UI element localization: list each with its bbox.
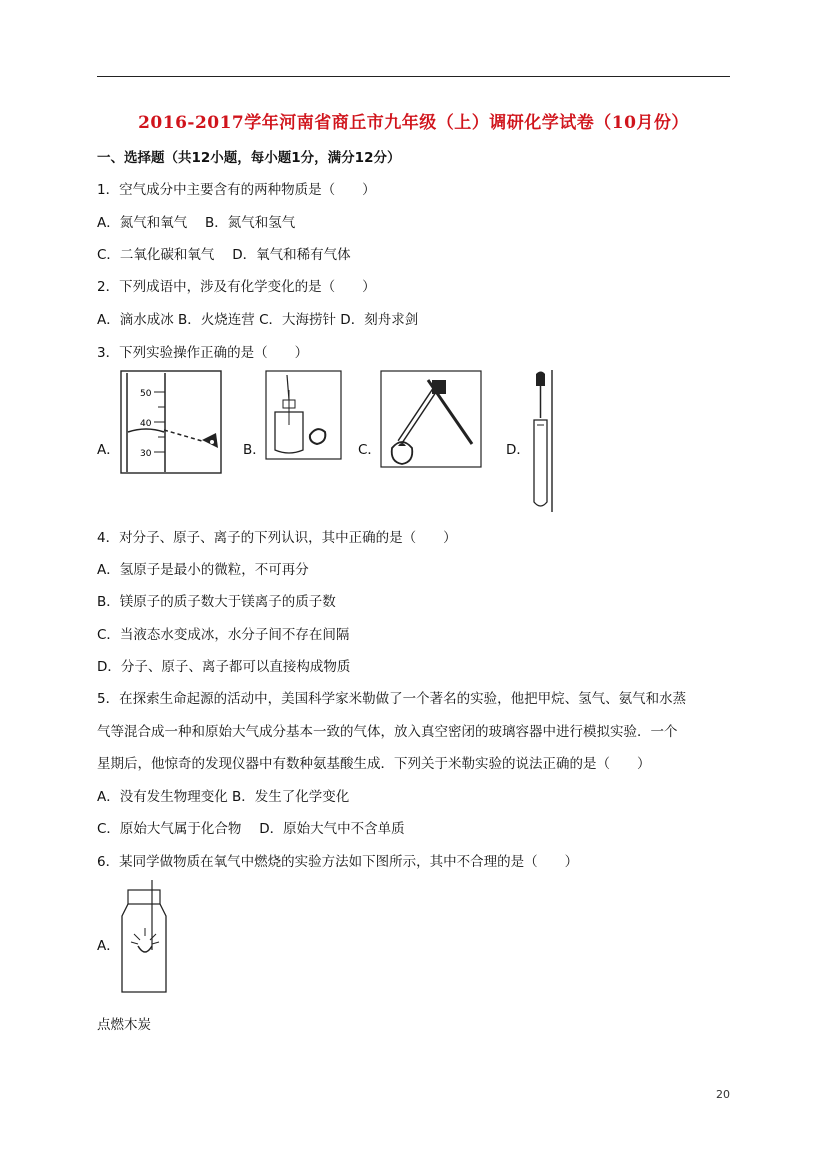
gas-bottle-combustion-figure [118, 880, 170, 1000]
graduated-cylinder-figure [120, 370, 230, 476]
question-5-stem-line3: 星期后，他惊奇的发现仪器中有数种氨基酸生成．下列关于米勒实验的说法正确的是（ ） [97, 756, 651, 772]
question-6-stem: 6．某同学做物质在氧气中燃烧的实验方法如下图所示，其中不合理的是（ ） [97, 854, 579, 870]
heating-test-tube-figure [380, 370, 485, 470]
question-2-stem: 2．下列成语中，涉及有化学变化的是（ ） [97, 279, 376, 295]
question-4-option-b: B．镁原子的质子数大于镁离子的质子数 [97, 594, 336, 610]
question-1-options-cd: C．二氧化碳和氧气 D．氧气和稀有气体 [97, 247, 351, 263]
header-rule [97, 76, 730, 77]
question-4-option-d: D．分子、原子、离子都可以直接构成物质 [97, 659, 351, 675]
q3-figure-label-a: A． [97, 442, 120, 458]
question-4-option-a: A．氢原子是最小的微粒，不可再分 [97, 562, 309, 578]
page-title: 2016-2017学年河南省商丘市九年级（上）调研化学试卷（10月份） [138, 113, 689, 133]
question-5-options-ab: A．没有发生物理变化 B．发生了化学变化 [97, 789, 350, 805]
question-5-options-cd: C．原始大气属于化合物 D．原始大气中不含单质 [97, 821, 405, 837]
question-3-stem: 3．下列实验操作正确的是（ ） [97, 345, 309, 361]
q3-figure-label-b: B． [243, 442, 266, 458]
question-1-options-ab: A．氮气和氧气 B．氮气和氢气 [97, 215, 296, 231]
question-5-stem-line1: 5．在探索生命起源的活动中，美国科学家米勒做了一个著名的实验，他把甲烷、氢气、氨气和水蒸 [97, 691, 687, 707]
section-heading: 一、选择题（共12小题，每小题1分，满分12分） [97, 150, 401, 166]
q3-figure-label-c: C． [358, 442, 381, 458]
question-2-options: A．滴水成冰 B．火烧连营 C．大海捞针 D．刻舟求剑 [97, 312, 419, 328]
question-1-stem: 1．空气成分中主要含有的两种物质是（ ） [97, 182, 376, 198]
q6-figure-label-a: A． [97, 938, 120, 954]
test-tube-dropper-figure [528, 370, 558, 515]
scale-50: 50 [140, 389, 152, 399]
page-number: 20 [716, 1088, 730, 1101]
gas-bottle-dropper-figure [265, 370, 345, 465]
q3-figure-label-d: D． [506, 442, 530, 458]
question-6-caption: 点燃木炭 [97, 1017, 151, 1033]
question-5-stem-line2: 气等混合成一种和原始大气成分基本一致的气体，放入真空密闭的玻璃容器中进行模拟实验．一个 [97, 724, 678, 740]
scale-30: 30 [140, 449, 152, 459]
scale-40: 40 [140, 419, 152, 429]
question-4-stem: 4．对分子、原子、离子的下列认识，其中正确的是（ ） [97, 530, 457, 546]
question-4-option-c: C．当液态水变成冰，水分子间不存在间隔 [97, 627, 350, 643]
